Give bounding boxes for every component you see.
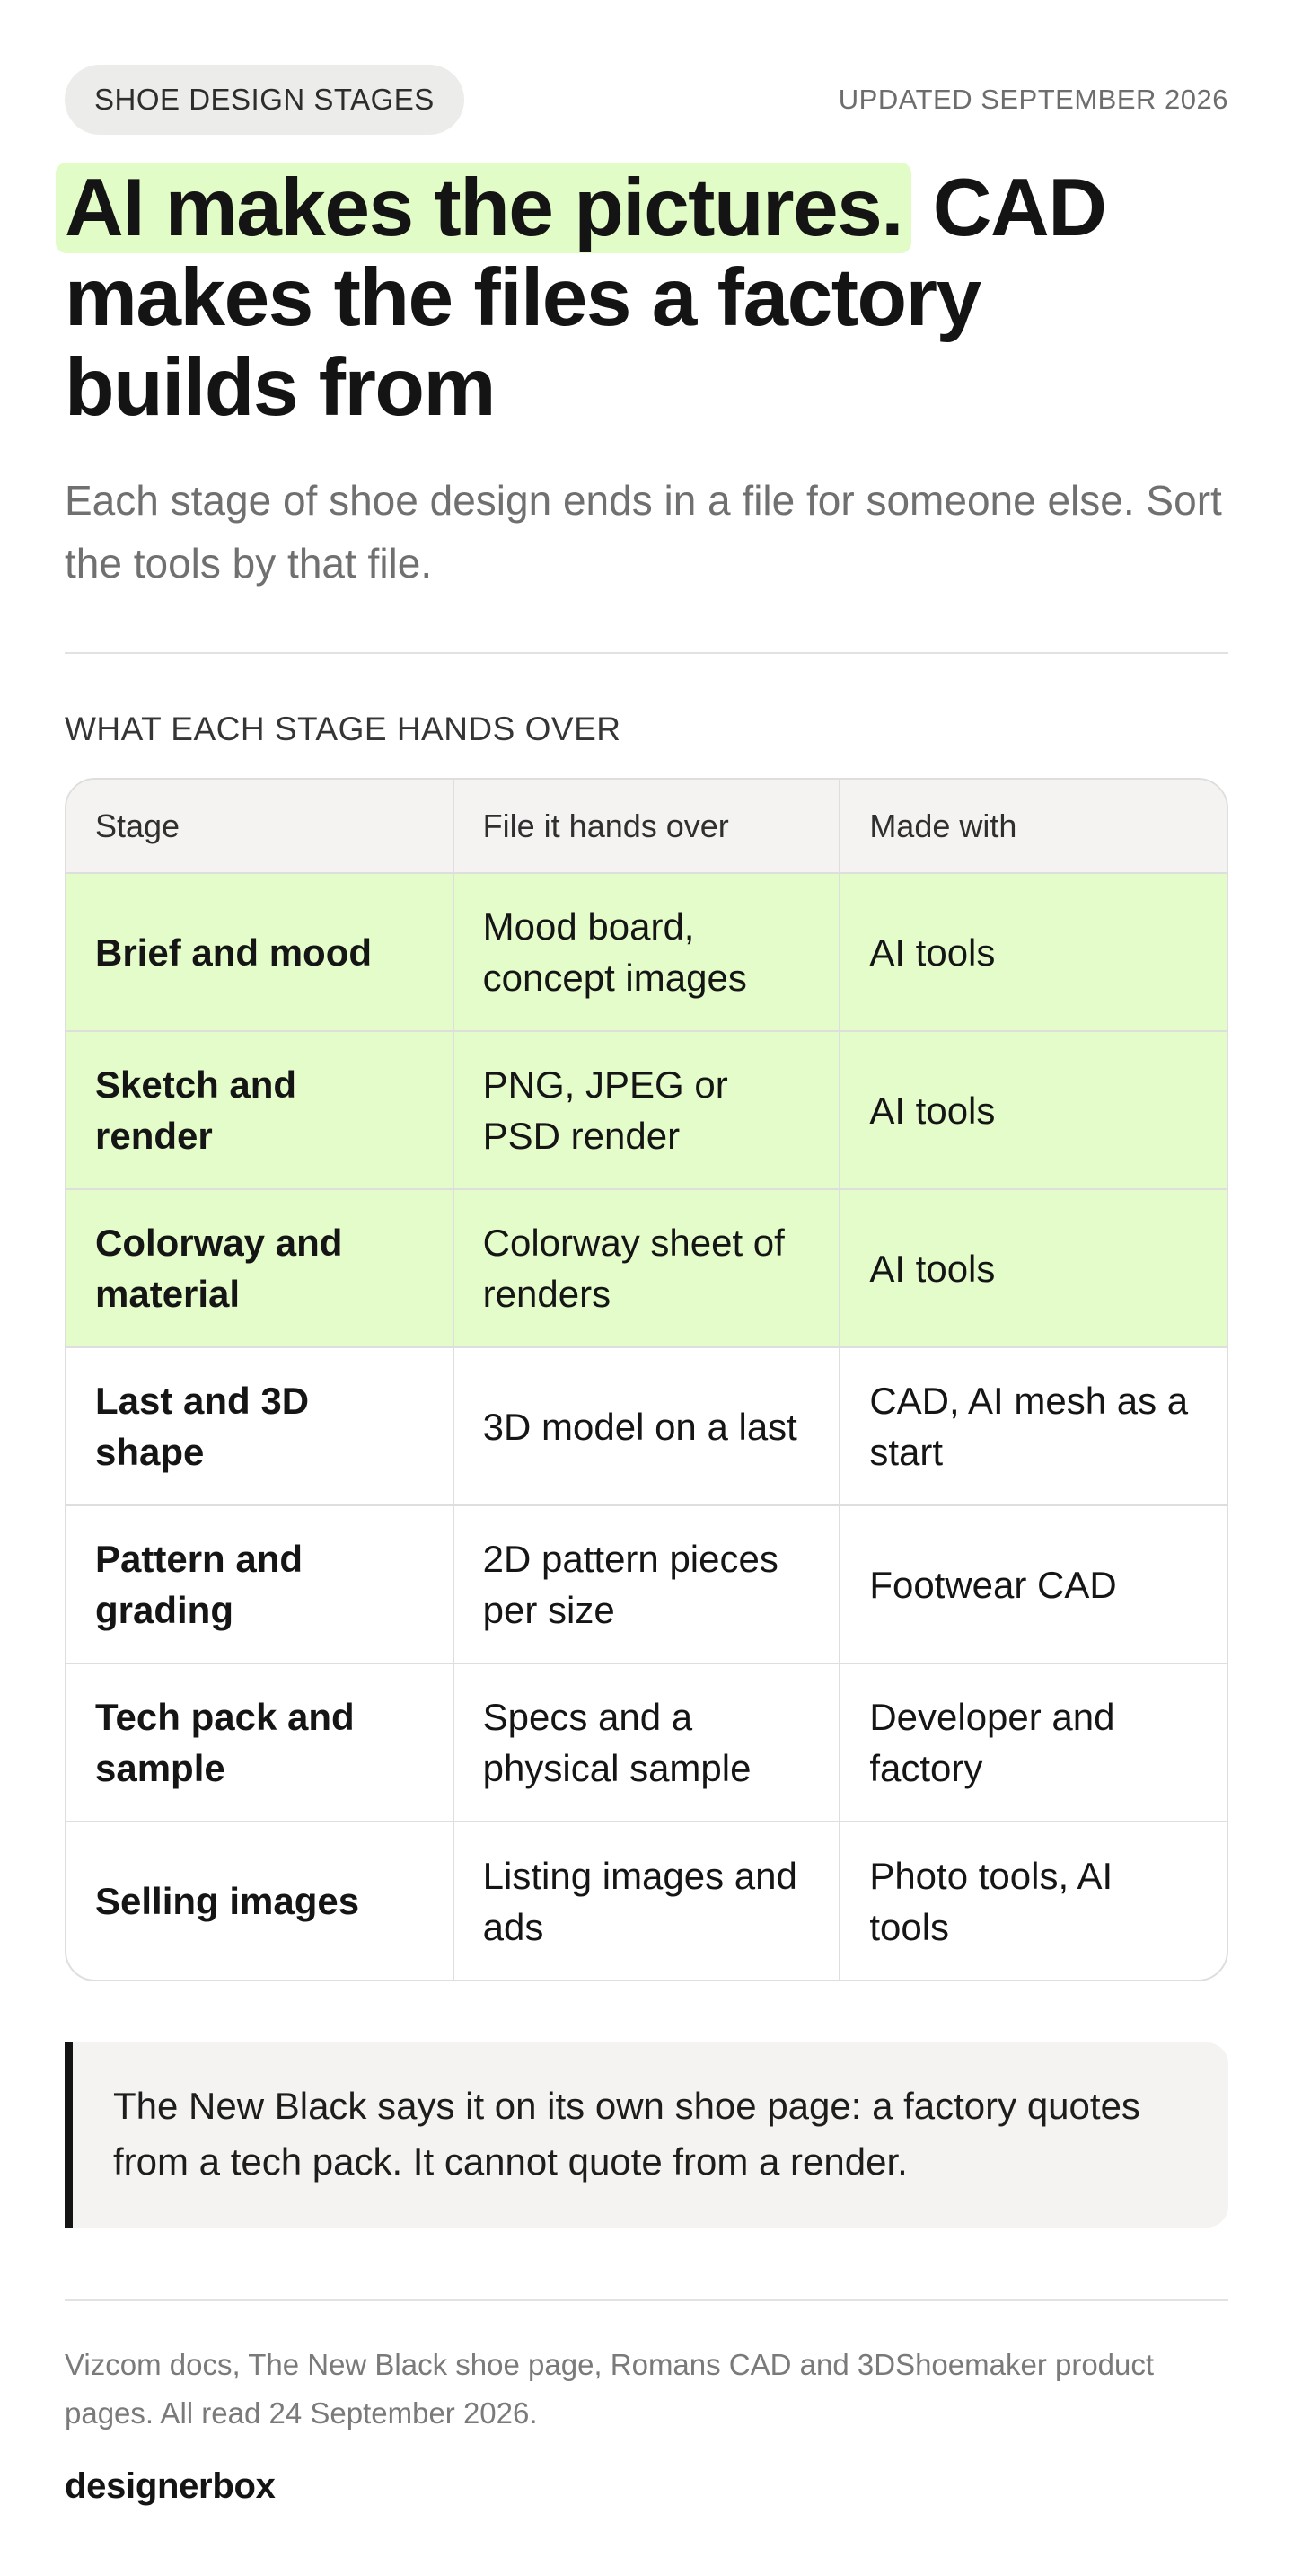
sources-note: Vizcom docs, The New Black shoe page, Romans CAD and 3DShoemaker product pages. All read 24 September 2026. [65,2348,1155,2430]
category-tag: SHOE DESIGN STAGES [65,65,464,135]
headline [65,163,1228,433]
table-row [66,1663,1227,1822]
file-cell: Specs and a physical sample [453,1663,840,1822]
table-row [66,1031,1227,1189]
column-header-tool: Made with [840,780,1227,873]
column-header-file: File it hands over [453,780,840,873]
table-row [66,1822,1227,1980]
tool-cell: Footwear CAD [840,1505,1227,1663]
brand-logo: designerbox [65,2466,276,2506]
footer-divider [65,2299,1228,2301]
callout-quote: The New Black says it on its own shoe page: a factory quotes from a tech pack. It cannot quote from a render. [65,2042,1228,2228]
tool-cell: AI tools [840,1031,1227,1189]
section-label: WHAT EACH STAGE HANDS OVER [65,710,621,747]
file-cell: Listing images and ads [453,1822,840,1980]
tool-cell: Photo tools, AI tools [840,1822,1227,1980]
file-cell: PNG, JPEG or PSD render [453,1031,840,1189]
stage-cell: Selling images [66,1822,453,1980]
tool-cell: AI tools [840,873,1227,1031]
file-cell: 2D pattern pieces per size [453,1505,840,1663]
table-row [66,873,1227,1031]
stage-cell: Brief and mood [66,873,453,1031]
stage-cell: Colorway and material [66,1189,453,1347]
table-row [66,1505,1227,1663]
stage-cell: Pattern and grading [66,1505,453,1663]
table-row [66,1347,1227,1505]
column-header-stage: Stage [66,780,453,873]
stage-cell: Last and 3D shape [66,1347,453,1505]
subtitle: Each stage of shoe design ends in a file for someone else. Sort the tools by that file. [65,477,1222,587]
divider [65,652,1228,654]
tool-cell: CAD, AI mesh as a start [840,1347,1227,1505]
headline-highlight: AI makes the pictures. [56,163,911,253]
stage-cell: Sketch and render [66,1031,453,1189]
tool-cell: AI tools [840,1189,1227,1347]
stage-cell: Tech pack and sample [66,1663,453,1822]
file-cell: Colorway sheet of renders [453,1189,840,1347]
top-bar [65,65,1228,135]
stages-table [65,778,1228,1981]
file-cell: Mood board, concept images [453,873,840,1031]
table-row [66,1189,1227,1347]
updated-date: UPDATED SEPTEMBER 2026 [838,84,1228,115]
tool-cell: Developer and factory [840,1663,1227,1822]
file-cell: 3D model on a last [453,1347,840,1505]
table-header-row [66,780,1227,873]
headline-rest: CAD makes the files a factory builds from [65,163,1106,433]
